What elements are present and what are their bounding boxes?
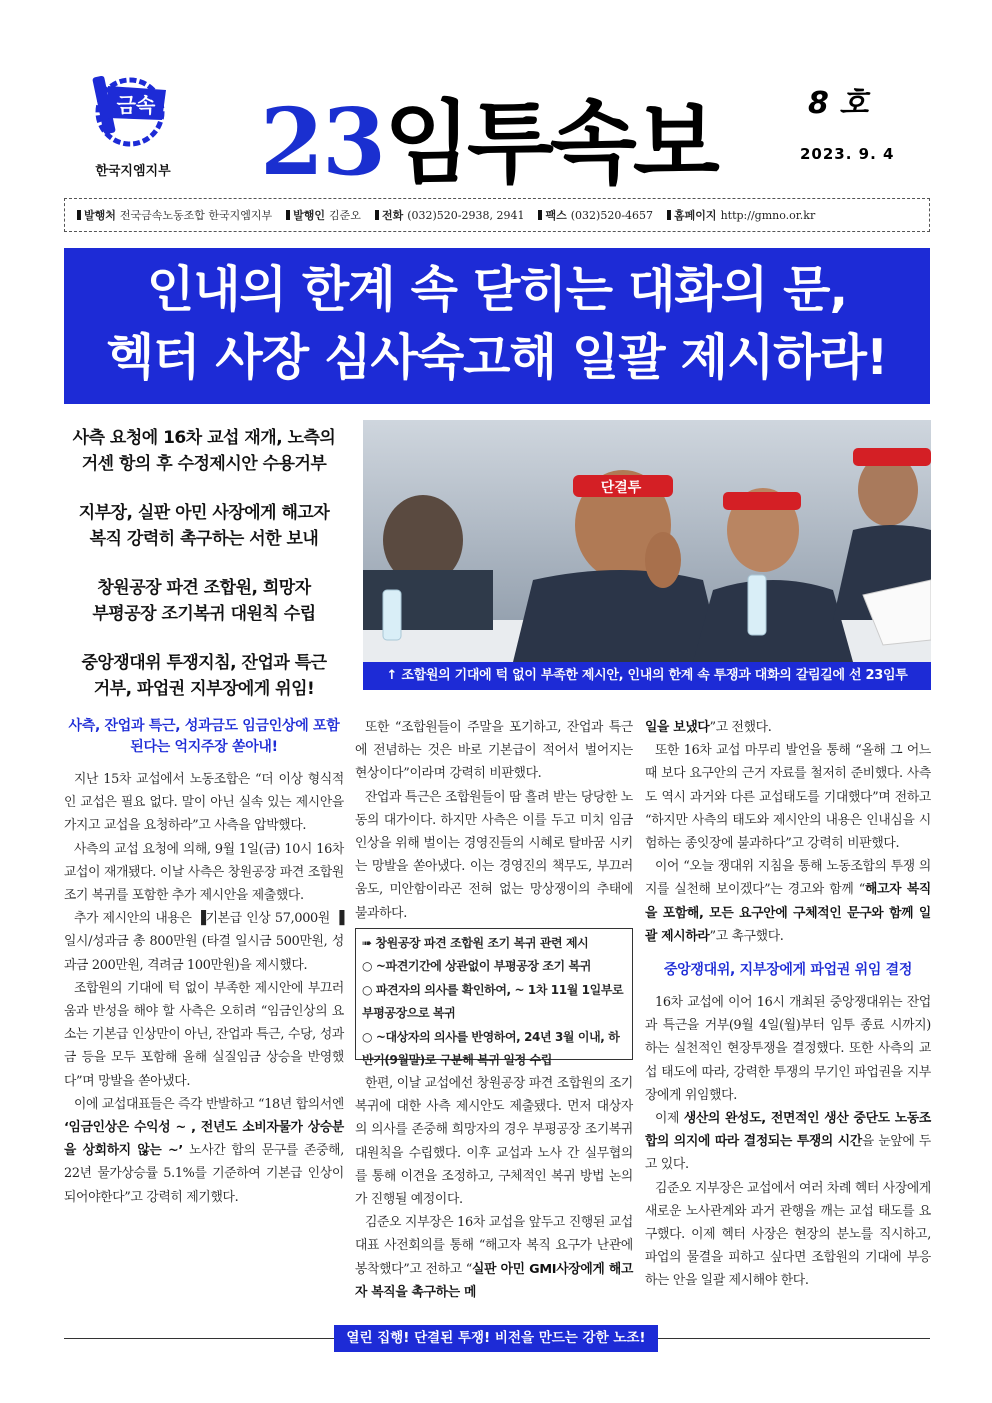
union-logo [78, 68, 178, 148]
summary-line: 지부장, 실판 아민 사장에게 해고자 [78, 503, 330, 523]
text-run: 김준오 지부장은 16차 교섭을 앞두고 진행된 교섭대표 사전회의를 통해 “해고자 복직 요구가 난관에 봉착했다”고 전하고 “ [355, 1215, 633, 1277]
article-column-2 [355, 716, 633, 925]
article-paragraph: 조합원의 기대에 턱 없이 부족한 제시안에 부끄러움과 반성을 해야 할 사측은 오히려 “임금인상의 요소는 기본급 인상만이 아닌, 잔업과 특근, 수당, 성과금 등을 모두 포함해 올해 실질임금 상승을 반영했다”며 망발을 쏟아냈다. [64, 980, 344, 1089]
article-paragraph: 김준오 지부장은 교섭에서 여러 차례 헥터 사장에게 새로운 노사관계와 과거 관행을 깨는 교섭 태도를 요구했다. 이제 헥터 사장은 현장의 분노를 직시하고, 파업의 물결을 피하고 싶다면 조합원의 기대에 부응하는 안을 일괄 제시해야 한다. [645, 1180, 931, 1289]
article-subheading: 중앙쟁대위, 지부장에게 파업권 위임 결정 [663, 962, 913, 979]
info-label: 홈페이지 [667, 207, 717, 223]
info-label: 전화 [375, 207, 403, 223]
info-value: (032)520-4657 [570, 208, 654, 222]
summary-line: 복직 강력히 촉구하는 서한 보내 [89, 529, 319, 549]
article-paragraph: 또한 16차 교섭 마무리 발언을 통해 “올해 그 어느 때 보다 요구안의 근거 자료를 철저히 준비했다. 사측도 역시 과거와 다른 교섭태도를 기대했다”며 전하고 “하지만 사측의 태도와 제시안의 내용은 인내심을 시험하는 종잇장에 불과하다”고 강력히 비판했다. [645, 743, 931, 852]
article-paragraph: 추가 제시안의 내용은 ▐기본급 인상 57,000원 ▐일시/성과금 총 800만원 (타결 일시금 500만원, 성과금 200만원, 격려금 100만원)을 제시했다. [64, 911, 344, 973]
headline-line-1: 인내의 한계 속 닫히는 대화의 문, [146, 261, 848, 318]
info-phone [375, 207, 525, 223]
emphasis-text: 생산의 완성도, 전면적인 생산 중단도 노동조합의 의지에 따라 결정되는 투쟁의 시간 [645, 1111, 931, 1150]
info-value: (032)520-2938, 2941 [407, 208, 525, 222]
article-paragraph [355, 1211, 633, 1304]
summary-point [64, 425, 344, 477]
text-run: 을 눈앞에 두고 있다. [645, 1134, 931, 1173]
text-run: 이에 교섭대표들은 즉각 반발하고 “18년 합의서엔 [74, 1096, 344, 1112]
headband-text: 단결투 [600, 480, 642, 496]
article-column-2-lower [355, 1072, 633, 1304]
headline-banner [64, 248, 930, 404]
summary-line: 사측 요청에 16차 교섭 재개, 노측의 [72, 428, 336, 448]
publisher-info-bar [64, 198, 930, 232]
homepage-link[interactable]: http://gmno.or.kr [720, 208, 816, 222]
summary-line: 창원공장 파견 조합원, 희망자 [97, 578, 311, 598]
footer-slogan: 열린 집행! 단결된 투쟁! 비전을 만드는 강한 노조! [334, 1325, 658, 1352]
article-paragraph: 사측의 교섭 요청에 의해, 9월 1일(금) 10시 16차 교섭이 재개됐다. 이날 사측은 창원공장 파견 조합원 조기 복귀를 포함한 추가 제시안을 제출했다. [64, 841, 344, 904]
article-paragraph: 지난 15차 교섭에서 노동조합은 “더 이상 형식적인 교섭은 필요 없다. 말이 아닌 실속 있는 제시안을 가지고 교섭을 요청하라”고 사측을 압박했다. [64, 772, 344, 834]
info-fax [538, 207, 653, 223]
union-logo-graphic [78, 68, 178, 148]
masthead-number: 23 [260, 88, 385, 196]
arrow-up-icon: ↑ [386, 668, 402, 683]
emphasis-text: ‘임금인상은 수익성 ~ , 전년도 소비자물가 상승분을 상회하지 않는 ~’ [64, 1120, 344, 1159]
logo-text: 금속 [116, 93, 156, 117]
info-label: 팩스 [538, 207, 566, 223]
proposal-item: ○ ~파견기간에 상관없이 부평공장 조기 복귀 [362, 959, 591, 974]
masthead [260, 70, 740, 196]
summary-point [64, 500, 344, 552]
article-column-1 [64, 716, 344, 1209]
emphasis-text: 해고자 복직을 포함해, 모든 요구안에 구체적인 문구와 함께 일괄 제시하라 [645, 882, 931, 944]
masthead-title: 임투속보 [384, 91, 716, 196]
proposal-item: ○ ~대상자의 의사를 반영하여, 24년 3월 이내, 하반기(9월말)로 구분해 복귀 일정 수립 [362, 1029, 620, 1068]
info-issuer [286, 207, 361, 223]
summary-line: 거센 항의 후 수정제시안 수용거부 [81, 454, 327, 474]
article-paragraph: 한편, 이날 교섭에선 창원공장 파견 조합원의 조기 복귀에 대한 사측 제시안도 제출됐다. 먼저 대상자의 의사를 존중해 희망자의 경우 부평공장 조기복귀 대원칙을 수립했다. 이후 교섭과 노사 간 실무협의를 통해 이견을 조정하고, 구체적인 복귀 방법 논의가 진행될 예정이다. [355, 1076, 633, 1208]
summary-line: 부평공장 조기복귀 대원칙 수립 [92, 604, 316, 624]
info-value: 김준오 [329, 209, 361, 222]
headline-line-2: 헥터 사장 심사숙고해 일괄 제시하라! [106, 329, 888, 386]
article-paragraph [645, 716, 931, 739]
article-paragraph: 또한 “조합원들이 주말을 포기하고, 잔업과 특근에 전념하는 것은 바로 기본급이 적어서 벌어지는 현상이다”이라며 강력히 비판했다. [355, 720, 633, 782]
text-run: ”고 촉구했다. [709, 928, 784, 944]
emphasis-text: 일을 보냈다 [645, 720, 710, 735]
org-name: 한국지엠지부 [95, 164, 171, 179]
info-publisher [77, 207, 272, 223]
article-paragraph: 잔업과 특근은 조합원들이 땀 흘려 받는 당당한 노동의 대가이다. 하지만 사측은 이를 두고 미치 임금인상을 위해 벌이는 경영진들의 시혜로 탈바꿈 시키는 망발을 쏟아냈다. 이는 경영진의 책무도, 부끄러움도, 미안함이라곤 전혀 없는 망상쟁이의 추태에 불과하다. [355, 789, 633, 921]
article-paragraph [645, 855, 931, 948]
photo-caption [363, 662, 931, 690]
text-run: 이제 [655, 1111, 684, 1127]
proposal-item: ○ 파견자의 의사를 확인하여, ~ 1차 11월 1일부로 부평공장으로 복귀 [362, 982, 624, 1021]
article-subheading: 사측, 잔업과 특근, 성과금도 임금인상에 포함된다는 억지주장 쏟아내! [68, 718, 340, 755]
info-label: 발행인 [286, 207, 325, 223]
info-homepage [667, 207, 815, 223]
emphasis-text: 실판 아민 GMI사장에게 해고자 복직을 촉구하는 메 [355, 1261, 634, 1300]
issue-number: 8 호 [808, 86, 869, 121]
text-run: 이어 “오늘 쟁대위 지침을 통해 노동조합의 투쟁 의지를 실천해 보이겠다”는 경고와 함께 “ [645, 859, 931, 898]
summary-line: 중앙쟁대위 투쟁지침, 잔업과 특근 [81, 653, 327, 673]
text-run: 노사간 합의 문구를 존중해, 22년 물가상승률 5.1%를 기준하여 기본급 인상이 되어야한다”고 강력히 제기했다. [64, 1143, 344, 1205]
proposal-box [355, 928, 633, 1068]
news-photo [363, 420, 931, 662]
info-label: 발행처 [77, 207, 116, 223]
issue-date: 2023. 9. 4 [800, 145, 895, 163]
summary-point [64, 575, 344, 627]
summary-line: 거부, 파업권 지부장에게 위임! [93, 679, 315, 699]
summary-point [64, 650, 344, 702]
info-value: 전국금속노동조합 한국지엠지부 [119, 209, 273, 222]
summary-points [64, 425, 344, 725]
text-run: ”고 전했다. [709, 720, 772, 735]
article-column-3 [645, 716, 931, 1293]
proposal-box-title: ➠ 창원공장 파견 조합원 조기 복귀 관련 제시 [362, 936, 589, 950]
article-paragraph [64, 1093, 344, 1209]
article-paragraph [645, 1107, 931, 1177]
photo-caption-text: 조합원의 기대에 턱 없이 부족한 제시안, 인내의 한계 속 투쟁과 대화의 갈림길에 선 23임투 [401, 668, 908, 683]
photo-illustration [363, 420, 931, 662]
article-paragraph: 16차 교섭에 이어 16시 개최된 중앙쟁대위는 잔업과 특근을 거부(9월 4일(월)부터 임투 종료 시까지)하는 실천적인 현장투쟁을 결정했다. 또한 사측의 교섭 태도에 따라, 강력한 투쟁의 무기인 파업권을 지부장에게 위임했다. [645, 995, 931, 1103]
